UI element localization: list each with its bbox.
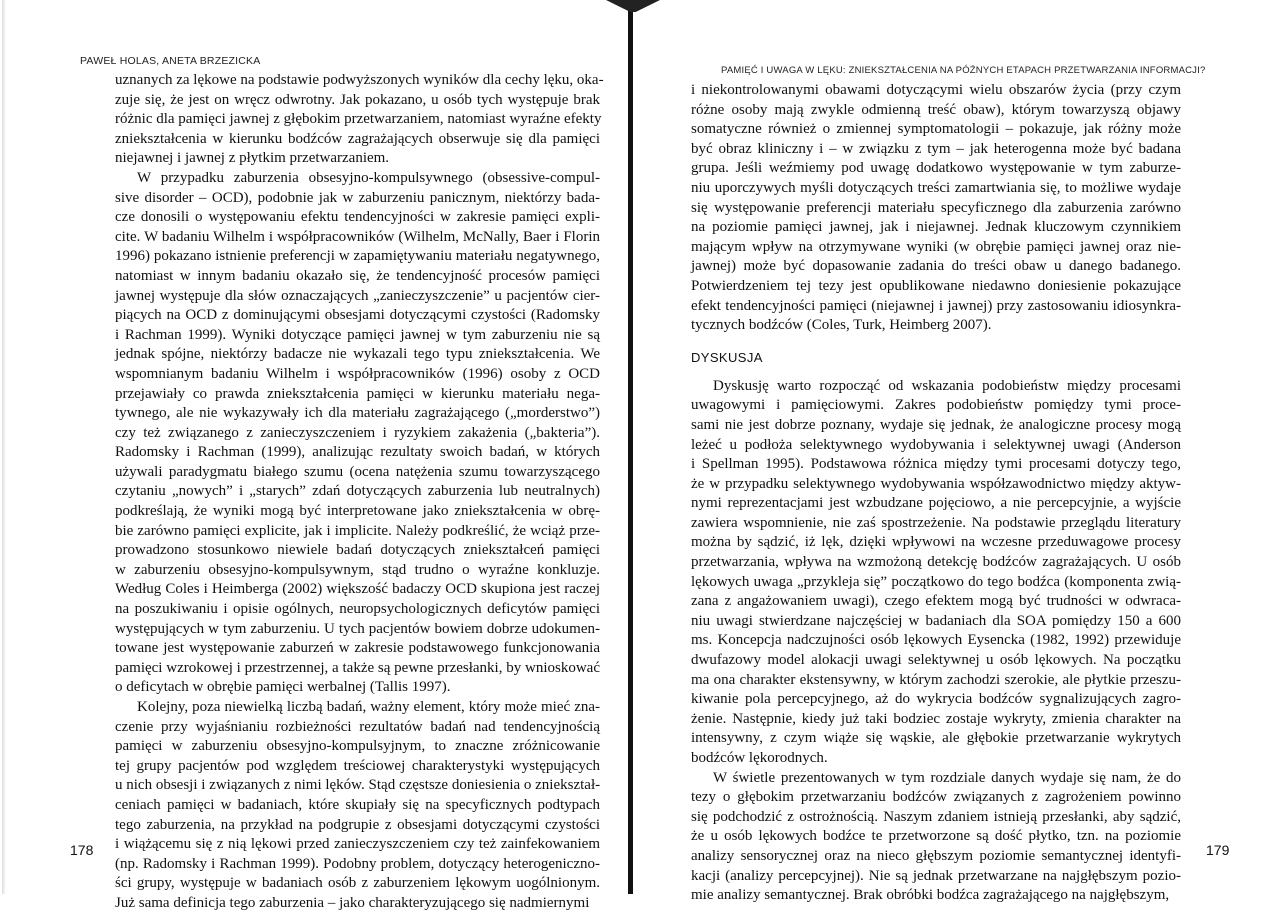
text-line: Według Coles i Heimberga (2002) większość badaczy OCD skupiona jest raczej [115, 581, 600, 598]
text-line: (np. Radomsky i Rachman 1999). Podobny problem, dotyczący heterogeniczno- [115, 855, 600, 872]
text-line: tego zaburzenia, na przykład na podgrupie z obsesjami dotyczącymi czystości [115, 816, 600, 833]
text-line: jawnej) może być dopasowanie zadania do treści obaw u danego badanego. [691, 258, 1181, 275]
text-line: niejawnej i jawnej z płytkim przetwarzaniem. [115, 150, 390, 167]
paragraph [115, 698, 600, 914]
left-page [0, 0, 630, 911]
text-line: nymi reprezentacjami jest wzbudzane pojęciowo, a nie percepcyjnie, a wyjście [691, 495, 1181, 512]
text-line: się podchodzić z ostrożnością. Naszym zdaniem istnieją przesłanki, aby sądzić, [691, 808, 1181, 825]
text-line: prowadzono stosunkowo niewiele badań dotyczących zniekształceń pamięci [115, 542, 600, 559]
text-line: tywnego, ale nie wykazywały ich dla materiału zagrażającego („morderstwo”) [115, 405, 600, 422]
text-line: czenie przy wyjaśnianiu rozbieżności rezultatów badań nad tendencyjnością [115, 718, 600, 735]
text-line: bie zarówno pamięci explicite, jak i implicite. Należy podkreślić, że wciąż prze- [115, 522, 600, 539]
text-line: czytaniu „nowych” i „starych” zdań dotyczących zaburzenia lub neutralnych) [115, 483, 600, 500]
text-line: ści grupy, występuje w badaniach osób z zaburzeniem lękowym uogólnionym. [115, 875, 600, 892]
text-line: Kolejny, poza niewielką liczbą badań, ważny element, który może mieć zna- [137, 699, 600, 715]
paragraph [691, 377, 1181, 769]
text-line: na poziomie pamięci jawnej, jak i niejawnej. Jednak kluczowym czynnikiem [691, 219, 1181, 236]
text-line: natomiast w innym badaniu okazało się, że tendencyjność procesów pamięci [115, 267, 600, 284]
text-line: mającym wpływ na otrzymywane wyniki (w obrębie pamięci jawnej oraz nie- [691, 238, 1181, 255]
text-line: zniekształcenia w kierunku bodźców zagrażających obserwuje się dla pamięci [115, 130, 600, 147]
text-line: tycznych bodźców (Coles, Turk, Heimberg 2007). [691, 317, 992, 334]
text-line: tej grupy pacjentów pod względem treściowej charakterystyki występujących [115, 757, 600, 774]
text-line: sami nie jest dobrze poznany, wydaje się jednak, że analogiczne procesy mogą [691, 416, 1181, 433]
text-line: Radomsky i Rachman (1999), analizując rezultaty swoich badań, w których [115, 444, 600, 461]
text-line: piących na OCD z dominującymi obsesjami dotyczącymi czystości (Radomsky [115, 307, 600, 324]
text-line: ma ona charakter ekstensywny, w którym zachodzi szerokie, ale płytkie przeszu- [691, 671, 1181, 688]
text-line: kiwanie pola percepcyjnego, aż do wykrycia bodźców sygnalizujących zagro- [691, 691, 1181, 708]
text-line: kacji (analizy percepcyjnej). Nie są jednak przetwarzane na najgłębszym pozio- [691, 867, 1181, 884]
text-line: że u osób lękowych bodźce te przetworzone są dość płytko, tzn. na poziomie [691, 828, 1181, 845]
text-line: cite. W badaniu Wilhelm i współpracowników (Wilhelm, McNally, Baer i Florin [115, 228, 600, 245]
text-line: używali paradygmatu białego szumu (ocena natężenia szumu towarzyszącego [115, 463, 600, 480]
text-line: i Rachman 1999). Wyniki dotyczące pamięci jawnej w tym zaburzeniu nie są [115, 326, 600, 343]
paragraph [115, 169, 600, 698]
text-line: cze donosili o występowaniu efektu tendencyjności w zakresie pamięci expli- [115, 209, 600, 226]
text-line: Dyskusję warto rozpocząć od wskazania podobieństw między procesami [713, 377, 1181, 394]
text-line: się występowanie preferencji materiału specyficznego dla zaburzenia zarówno [691, 199, 1181, 216]
text-line: W przypadku zaburzenia obsesyjno-kompulsywnego (obsessive-compul- [137, 169, 600, 186]
text-line: sive disorder – OCD), podobnie jak w zaburzeniu panicznym, niektórzy bada- [115, 189, 600, 206]
text-line: towane jest występowanie zaburzeń w zakresie podstawowego funkcjonowania [115, 640, 600, 657]
left-running-head: PAWEŁ HOLAS, ANETA BRZEZICKA [80, 55, 261, 67]
text-line: zana z angażowaniem uwagi), czego efektem mogą być trudności w odwraca- [691, 593, 1181, 610]
text-line: występujących w tym zaburzeniu. U tych pacjentów bowiem dobrze udokumen- [115, 620, 600, 637]
right-page [632, 0, 1262, 904]
text-line: o deficytach w obrębie pamięci werbalnej (Tallis 1997). [115, 679, 451, 696]
text-line: jawnej występuje dla słów oznaczających „zanieczyszczenie” u pacjentów cier- [115, 287, 600, 304]
text-line: różnic dla pamięci jawnej z głębokim przetwarzaniem, natomiast wyraźne efekty [115, 111, 602, 128]
text-line: analizy sensorycznej oraz na nieco głębszym poziomie semantycznej identyfi- [691, 847, 1181, 864]
text-line: być obraz kliniczny i – w związku z tym – jak heterogenna może być badana [691, 140, 1181, 157]
right-text-column [691, 81, 1181, 906]
text-line: uznanych za lękowe na podstawie podwyższonych wyników dla cechy lęku, oka- [115, 72, 604, 88]
text-line: mie analizy semantycznej. Brak obróbki bodźca zagrażającego na najgłębszym, [691, 887, 1170, 904]
text-line: niu uporczywych myśli dotyczących treści zamartwiania się, to możliwe wydaje [691, 179, 1181, 196]
right-paragraphs-before [691, 81, 1181, 336]
text-line: 1996) pokazano istnienie preferencji w zapamiętywaniu materiału negatywnego, [115, 248, 600, 265]
text-line: przejawiały co prawda zniekształcenia pamięci w kierunku materiału nega- [115, 385, 600, 402]
right-running-head: PAMIĘĆ I UWAGA W LĘKU: ZNIEKSZTAŁCENIA NA PÓŹNYCH ETAPACH PRZETWARZANIA INFORMACJI? [721, 65, 1206, 76]
text-line: żenie. Następnie, kiedy już taki bodziec zostaje wykryty, zmienia charakter na [691, 710, 1181, 727]
left-page-number: 178 [70, 842, 94, 858]
text-line: dwufazowy model alokacji uwagi selektywnej u osób lękowych. Na początku [691, 652, 1181, 669]
text-line: i wiążącemu się z nią lękowi przed zanieczyszczeniem czy też zainfekowaniem [115, 836, 600, 853]
text-line: i Spellman 1995). Podstawowa różnica między tymi procesami dotyczy tego, [691, 456, 1181, 473]
text-line: uwagowymi i pamięciowymi. Zakres podobieństw pomiędzy tymi proce- [691, 397, 1181, 414]
text-line: bodźców lękorodnych. [691, 750, 828, 766]
text-line: można by sądzić, iż lęk, dzięki wpływowi na wczesne przeduwagowe procesy [691, 534, 1181, 551]
text-line: że w przypadku selektywnego wydobywania współzawodnictwo między aktyw- [691, 475, 1181, 492]
text-line: jednak spójne, niektórzy badacze nie wykazali tego typu zniekształcenia. We [115, 346, 600, 363]
text-line: W świetle prezentowanych w tym rozdziale danych wydaje się nam, że do [713, 769, 1181, 786]
text-line: somatyczne również o zmiennej symptomatologii – pokazuje, jak różny może [691, 121, 1181, 138]
text-line: niu uwagi stwierdzane najczęściej w badaniach dla SOA pomiędzy 150 a 600 [691, 612, 1181, 629]
text-line: czy też związanego z zanieczyszczeniem i ryzykiem zakażenia („bakteria”). [115, 424, 600, 441]
text-line: lękowych uwaga „przykleja się” początkowo do tego bodźca (komponenta zwią- [691, 573, 1181, 590]
text-line: wspomnianym badaniu Wilhelm i współpracowników (1996) osoby z OCD [115, 365, 600, 382]
text-line: leżeć u podłoża selektywnego wydobywania i selektywnej uwagi (Anderson [691, 436, 1181, 453]
text-line: przetwarzania, wpływa na wzmożoną detekcję bodźców zagrażających. U osób [691, 554, 1181, 571]
text-line: różne osoby mają zwykle odmienną treść obaw), którym towarzyszą objawy [691, 101, 1181, 118]
text-line: podkreślają, że wyniki mogą być interpretowane jako zniekształcenia w obrę- [115, 503, 600, 520]
text-line: zuje się, że jest on wręcz odwrotny. Jak pokazano, u osób tych występuje brak [115, 91, 600, 108]
text-line: zawiera wspomnienie, nie zaś spostrzeżenie. Na podstawie przeglądu literatury [691, 514, 1181, 531]
section-heading: DYSKUSJA [691, 349, 763, 365]
right-page-number: 179 [1206, 842, 1230, 858]
text-line: grupa. Jeśli weźmiemy pod uwagę dodatkowo występowanie w tym zaburze- [691, 160, 1181, 177]
paragraph [691, 81, 1181, 336]
right-paragraphs-after [691, 377, 1181, 906]
text-line: Potwierdzeniem tej tezy jest opublikowane niedawno doniesienie pokazujące [691, 277, 1181, 294]
text-line: ceniach pamięci w badaniach, które skupiały się na specyficznych podtypach [115, 796, 600, 813]
paragraph [115, 71, 604, 169]
text-line: w zaburzeniu obsesyjno-kompulsywnym, stąd trudno o wyraźne konkluzje. [115, 561, 600, 578]
text-line: pamięci w zaburzeniu obsesyjno-kompulsyjnym, to znaczne zróżnicowanie [115, 738, 600, 755]
text-line: intensywny, z czym wiąże się wąskie, ale głębokie przetwarzanie wykrytych [691, 730, 1181, 747]
text-line: tezy o głębokim przetwarzaniu bodźców związanych z zagrożeniem powinno [691, 789, 1181, 806]
text-line: i niekontrolowanymi obawami dotyczącymi wielu obszarów życia (przy czym [691, 82, 1181, 98]
text-line: ms. Koncepcja nadczujności osób lękowych Eysencka (1982, 1992) przewiduje [691, 632, 1181, 649]
text-line: Już sama definicja tego zaburzenia – jako charakteryzującego się nadmiernymi [115, 894, 590, 911]
text-line: efekt tendencyjności pamięci (niejawnej i jawnej) przy zastosowaniu idiosynkra- [691, 297, 1181, 314]
text-line: pamięci wzrokowej i przestrzennej, a także są pewne przesłanki, by wnioskować [115, 659, 600, 676]
text-line: na poszukiwaniu i opisie ogólnych, neuropsychologicznych deficytów pamięci [115, 601, 600, 618]
text-line: u nich obsesji i związanych z nimi lęków. Stąd częstsze doniesienia o zniekształ- [115, 777, 601, 794]
left-text-column [115, 71, 604, 914]
paragraph [691, 769, 1181, 906]
